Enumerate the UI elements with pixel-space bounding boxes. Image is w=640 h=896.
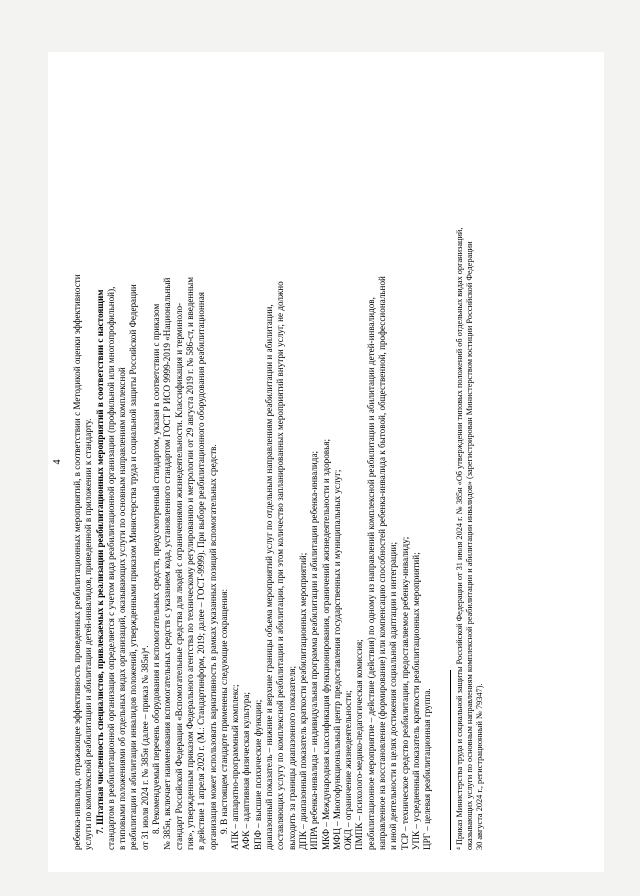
text-line: стандартом в реабилитационной организации определяется с учетом вида реабилитационной организации (профильной или многопрофильной), [105, 286, 116, 850]
text-line: и иной деятельности в целях достижения социальной адаптации и интеграции; [388, 541, 399, 850]
text-line: ДПК – диапазонный показатель краткости реабилитационных мероприятий; [297, 552, 308, 850]
footnote-line: оказывающих услуги по основным направлениям комплексной реабилитации и абилитации инвалидов» (зарегистрирован Министерством юстиции Российской Федерации [464, 241, 474, 850]
document-body [72, 66, 434, 850]
text-line: реабилитации и абилитации инвалидов положений, утвержденными приказом Министерства труда и социальной защиты Российской Федерации [128, 284, 139, 850]
text-line: гия», утвержденным приказом Федерального агентства по техническому регулированию и метрологии от 29 августа 2019 г. № 586-ст, и введенным [184, 276, 195, 850]
text-line: стандарт Российской Федерации «Вспомогательные средства для людей с ограничениями жизнедеятельности. Классификация и терминоло- [173, 302, 184, 850]
text-line: услуги по комплексной реабилитации и абилитации детей-инвалидов, приведенной в приложении к стандарту. [83, 418, 94, 850]
text-line: УПК – усредненный показатель краткости реабилитационных мероприятий; [410, 552, 421, 850]
text-line: в типовыми положениями об отдельных видах организаций, оказывающих услуги по основным направлениям комплексной [117, 367, 128, 850]
text-line: ВПФ – высшие психические функции; [252, 699, 263, 850]
text-line: МКФ – Международная классификация функционирования, ограничений жизнедеятельности и здоровья; [320, 438, 331, 850]
text-line: выходить за границы диапазонного показателя; [286, 666, 297, 850]
text-line: № 385н, включает наименования вспомогательных средств с указанием кода, установленного стандартом ГОСТ Р ИСО 9999-2019 «Национальный [162, 277, 173, 850]
text-line: диапазонный показатель – нижние и верхние границы объема мероприятий услуг по отдельным направлениям реабилитации и абилитации, [264, 304, 275, 850]
text-line: направленное на восстановление (формирование) или компенсацию способностей ребенка-инвалида к бытовой, общественной, профессиональной [377, 276, 388, 850]
text-line: ребенка-инвалида, отражающее эффективность проведенных реабилитационных мероприятий, в соответствии с Методикой оценки эффективности [72, 274, 82, 850]
text-line: АФК – адаптивная физическая культура; [241, 692, 252, 850]
text-line: 7. Штатная численность специалистов, привлекаемых к реализации реабилитационных мероприятий в соответствии с настоящим [94, 289, 105, 834]
footnote-line: ⁴ Приказ Министерства труда и социальной защиты Российской Федерации от 31 июля 2024 г. № 385н «Об утверждении типовых положений об отдельных видах организаций, [454, 227, 464, 850]
text-line: составляющих услугу по комплексной реабилитации и абилитации, при этом количество запланированных мероприятий внутри услуг, не должно [275, 281, 286, 850]
text-line: ПМПК – психолого-медико-педагогическая комиссия; [354, 639, 365, 850]
footnote-line: 30 августа 2024 г., регистрационный № 79347). [474, 683, 484, 850]
text-line: АПК – аппаратно-программный комплекс; [230, 684, 241, 850]
text-line: ОЖД – ограничение жизнедеятельности; [343, 690, 354, 850]
text-line: ТСР – техническое средство реабилитации, предоставляемое ребенку-инвалиду; [399, 536, 410, 850]
text-line: в действие 1 апреля 2020 г. (М.: Стандартинформ, 2019; далее – ГОСТ-9999). При выборе реабилитационного оборудования реабилитационная [196, 292, 207, 850]
page-number: 4 [52, 459, 63, 465]
text-line: ИПРА ребенка-инвалида – индивидуальная программа реабилитации и абилитации ребенка-инвалида; [309, 450, 320, 850]
text-line: МФЦ – Многофункциональный центр предоставления государственных и муниципальных услуг; [331, 469, 342, 850]
text-line: от 31 июля 2024 г. № 385н (далее – приказ № 385н)⁴. [139, 645, 150, 850]
text-line: реабилитационное мероприятие – действие (действия) по одному из направлений комплексной реабилитации и абилитации детей-инвалидов, [365, 297, 376, 850]
footnote-separator [450, 670, 451, 850]
document-sheet [48, 52, 604, 872]
text-line: 9. В настоящем стандарте применены следующие сокращения: [218, 588, 229, 834]
footnote [455, 66, 485, 850]
text-line: организация может использовать вариативность в рамках указанных позиций вспомогательных средств. [207, 444, 218, 850]
text-line: ЦРГ – целевая реабилитационная группа. [422, 688, 433, 850]
text-line: 8. Рекомендуемый перечень оборудования и вспомогательных средств, предусмотренный стандартом, указан в соответствии с приказом [151, 303, 162, 834]
